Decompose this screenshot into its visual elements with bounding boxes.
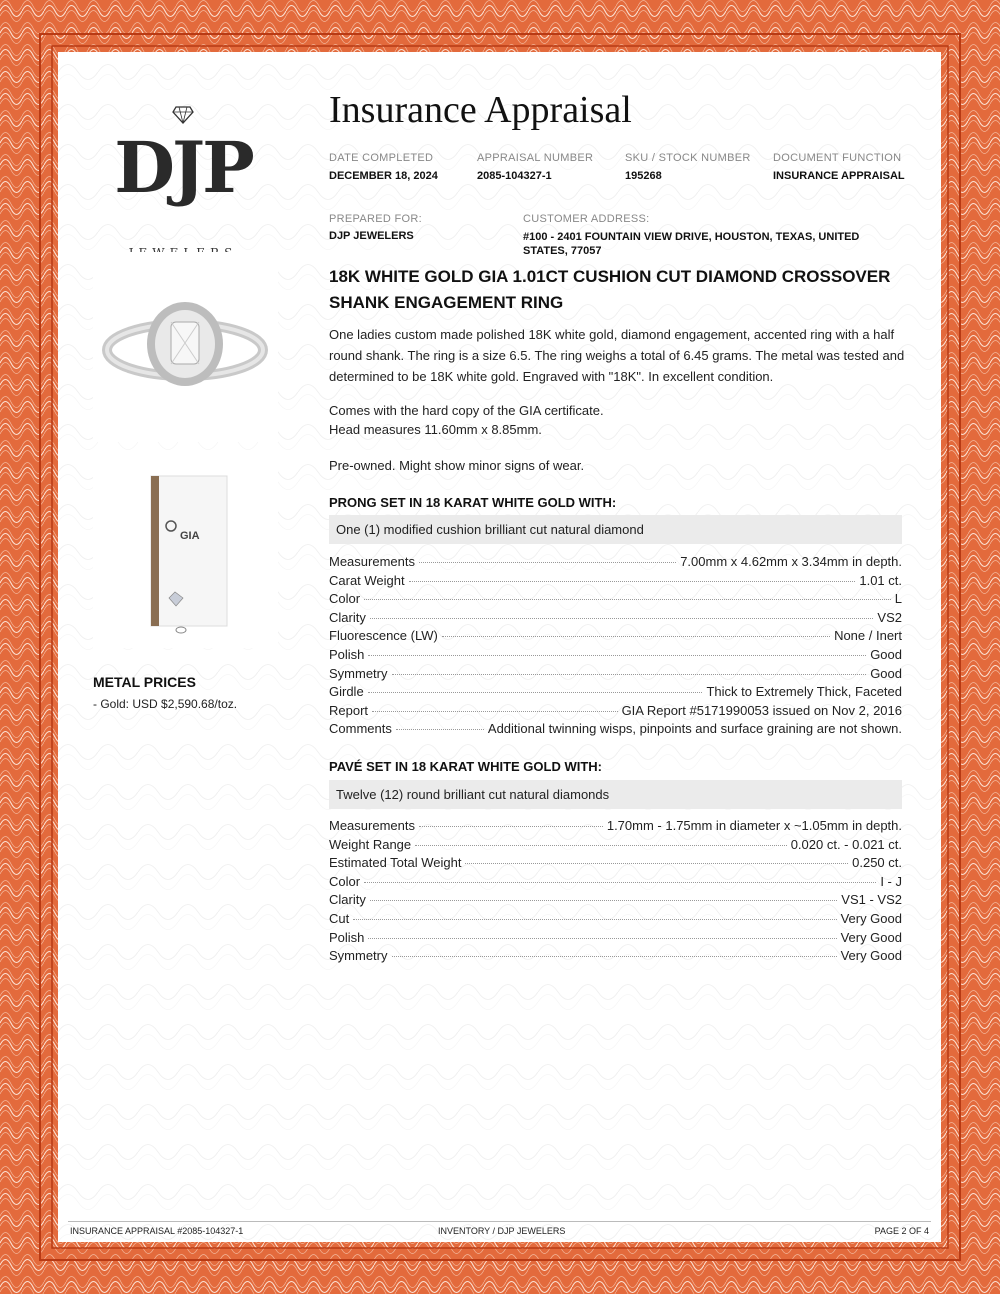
prong-heading: PRONG SET IN 18 KARAT WHITE GOLD WITH: (329, 495, 617, 510)
spec-label: Symmetry (329, 948, 388, 964)
spec-leader-dots (392, 956, 837, 957)
spec-row (329, 911, 902, 930)
spec-value: Thick to Extremely Thick, Faceted (706, 684, 902, 700)
gold-price: - Gold: USD $2,590.68/toz. (93, 697, 238, 711)
spec-leader-dots (419, 826, 603, 827)
spec-leader-dots (368, 692, 703, 693)
spec-row (329, 610, 902, 629)
spec-label: Measurements (329, 554, 415, 569)
footer-left: INSURANCE APPRAISAL #2085-104327-1 (70, 1226, 244, 1236)
sku-label: SKU / STOCK NUMBER (625, 152, 751, 164)
document-function-label: DOCUMENT FUNCTION (773, 152, 902, 164)
ring-photo (93, 252, 278, 442)
pave-band: Twelve (12) round brilliant cut natural diamonds (329, 780, 902, 809)
gia-label: GIA (180, 530, 200, 542)
spec-row (329, 721, 902, 740)
spec-leader-dots (353, 919, 836, 920)
item-note-head: Head measures 11.60mm x 8.85mm. (329, 422, 542, 437)
spec-row (329, 874, 902, 893)
spec-value: 0.020 ct. - 0.021 ct. (790, 836, 902, 852)
spec-leader-dots (368, 938, 836, 939)
spec-label: Estimated Total Weight (329, 855, 462, 871)
spec-value: Very Good (840, 910, 902, 926)
spec-label: Polish (329, 646, 365, 662)
spec-value: Very Good (840, 929, 902, 945)
spec-label: Report (329, 702, 369, 718)
spec-leader-dots (465, 863, 848, 864)
prong-spec-list (329, 554, 902, 740)
spec-leader-dots (364, 599, 891, 600)
appraisal-number-value: 2085-104327-1 (477, 170, 552, 182)
spec-row (329, 554, 902, 573)
date-completed-label: DATE COMPLETED (329, 152, 434, 164)
footer-right: PAGE 2 OF 4 (874, 1226, 929, 1236)
appraisal-number-label: APPRAISAL NUMBER (477, 152, 594, 164)
spec-value: 1.70mm - 1.75mm in diameter x ~1.05mm in depth. (606, 818, 902, 833)
spec-label: Polish (329, 929, 365, 945)
spec-value: L (894, 591, 902, 607)
metal-prices-heading: METAL PRICES (93, 674, 196, 690)
spec-label: Measurements (329, 818, 415, 833)
pave-spec-list (329, 818, 902, 967)
spec-row (329, 628, 902, 647)
spec-leader-dots (419, 562, 676, 563)
spec-row (329, 591, 902, 610)
spec-row (329, 892, 902, 911)
spec-leader-dots (442, 636, 830, 637)
spec-value: I - J (880, 873, 902, 889)
spec-label: Weight Range (329, 836, 412, 852)
spec-value: VS2 (877, 609, 902, 625)
prong-band: One (1) modified cushion brilliant cut natural diamond (329, 515, 902, 544)
spec-label: Cut (329, 910, 350, 926)
spec-row (329, 948, 902, 967)
document-function-value: INSURANCE APPRAISAL (773, 170, 905, 182)
spec-row (329, 703, 902, 722)
spec-value: Good (870, 665, 902, 681)
spec-value: None / Inert (834, 628, 902, 644)
spec-label: Clarity (329, 609, 366, 625)
footer-divider (68, 1221, 931, 1222)
spec-leader-dots (372, 711, 618, 712)
spec-label: Fluorescence (LW) (329, 628, 438, 644)
spec-row (329, 930, 902, 949)
item-description: One ladies custom made polished 18K white gold, diamond engagement, accented ring with a half round shank. The ring is a size 6.5. The ring weighs a total of 6.45 grams. The metal was tested and determined to be 18K white gold. Engraved with "18K". In excellent condition. (329, 327, 905, 384)
date-completed-value: DECEMBER 18, 2024 (329, 170, 438, 182)
prepared-for-label: PREPARED FOR: (329, 213, 422, 225)
appraisal-page (58, 52, 941, 1242)
spec-leader-dots (392, 674, 867, 675)
logo-mark: DJP (114, 126, 252, 209)
spec-leader-dots (364, 882, 876, 883)
spec-row (329, 855, 902, 874)
spec-row (329, 837, 902, 856)
spec-row (329, 573, 902, 592)
spec-label: Girdle (329, 684, 364, 700)
item-note-condition: Pre-owned. Might show minor signs of wear. (329, 458, 585, 473)
spec-leader-dots (396, 729, 484, 730)
spec-label: Clarity (329, 892, 366, 908)
item-note-certificate: Comes with the hard copy of the GIA certificate. (329, 403, 604, 418)
spec-leader-dots (368, 655, 866, 656)
spec-value: 1.01 ct. (859, 572, 902, 588)
spec-label: Color (329, 873, 361, 889)
page-title: Insurance Appraisal (329, 89, 632, 131)
spec-value: Good (870, 646, 902, 662)
spec-value: Additional twinning wisps, pinpoints and surface graining are not shown. (487, 721, 902, 737)
spec-row (329, 647, 902, 666)
spec-value: 7.00mm x 4.62mm x 3.34mm in depth. (680, 554, 902, 569)
customer-address-label: CUSTOMER ADDRESS: (523, 213, 650, 225)
spec-value: GIA Report #5171990053 issued on Nov 2, 2016 (621, 702, 902, 718)
diamond-icon (172, 106, 194, 124)
prepared-for-value: DJP JEWELERS (329, 230, 414, 242)
spec-value: 0.250 ct. (852, 855, 902, 871)
spec-label: Color (329, 591, 361, 607)
spec-label: Carat Weight (329, 572, 405, 588)
pave-heading: PAVÉ SET IN 18 KARAT WHITE GOLD WITH: (329, 759, 602, 774)
spec-leader-dots (409, 581, 856, 582)
spec-value: Very Good (840, 948, 902, 964)
item-title: 18K WHITE GOLD GIA 1.01CT CUSHION CUT DIAMOND CROSSOVER SHANK ENGAGEMENT RING (329, 267, 891, 312)
spec-value: VS1 - VS2 (841, 892, 902, 908)
djp-logo (108, 106, 258, 266)
spec-row (329, 666, 902, 685)
gia-certificate-photo (93, 464, 278, 648)
customer-address-value: #100 - 2401 FOUNTAIN VIEW DRIVE, HOUSTON, TEXAS, UNITED STATES, 77057 (523, 231, 860, 257)
spec-leader-dots (370, 900, 837, 901)
spec-row (329, 684, 902, 703)
sku-value: 195268 (625, 170, 662, 182)
footer-center: INVENTORY / DJP JEWELERS (438, 1226, 566, 1236)
spec-label: Comments (329, 721, 392, 737)
spec-row (329, 818, 902, 837)
spec-leader-dots (415, 845, 787, 846)
spec-leader-dots (370, 618, 874, 619)
spec-label: Symmetry (329, 665, 388, 681)
